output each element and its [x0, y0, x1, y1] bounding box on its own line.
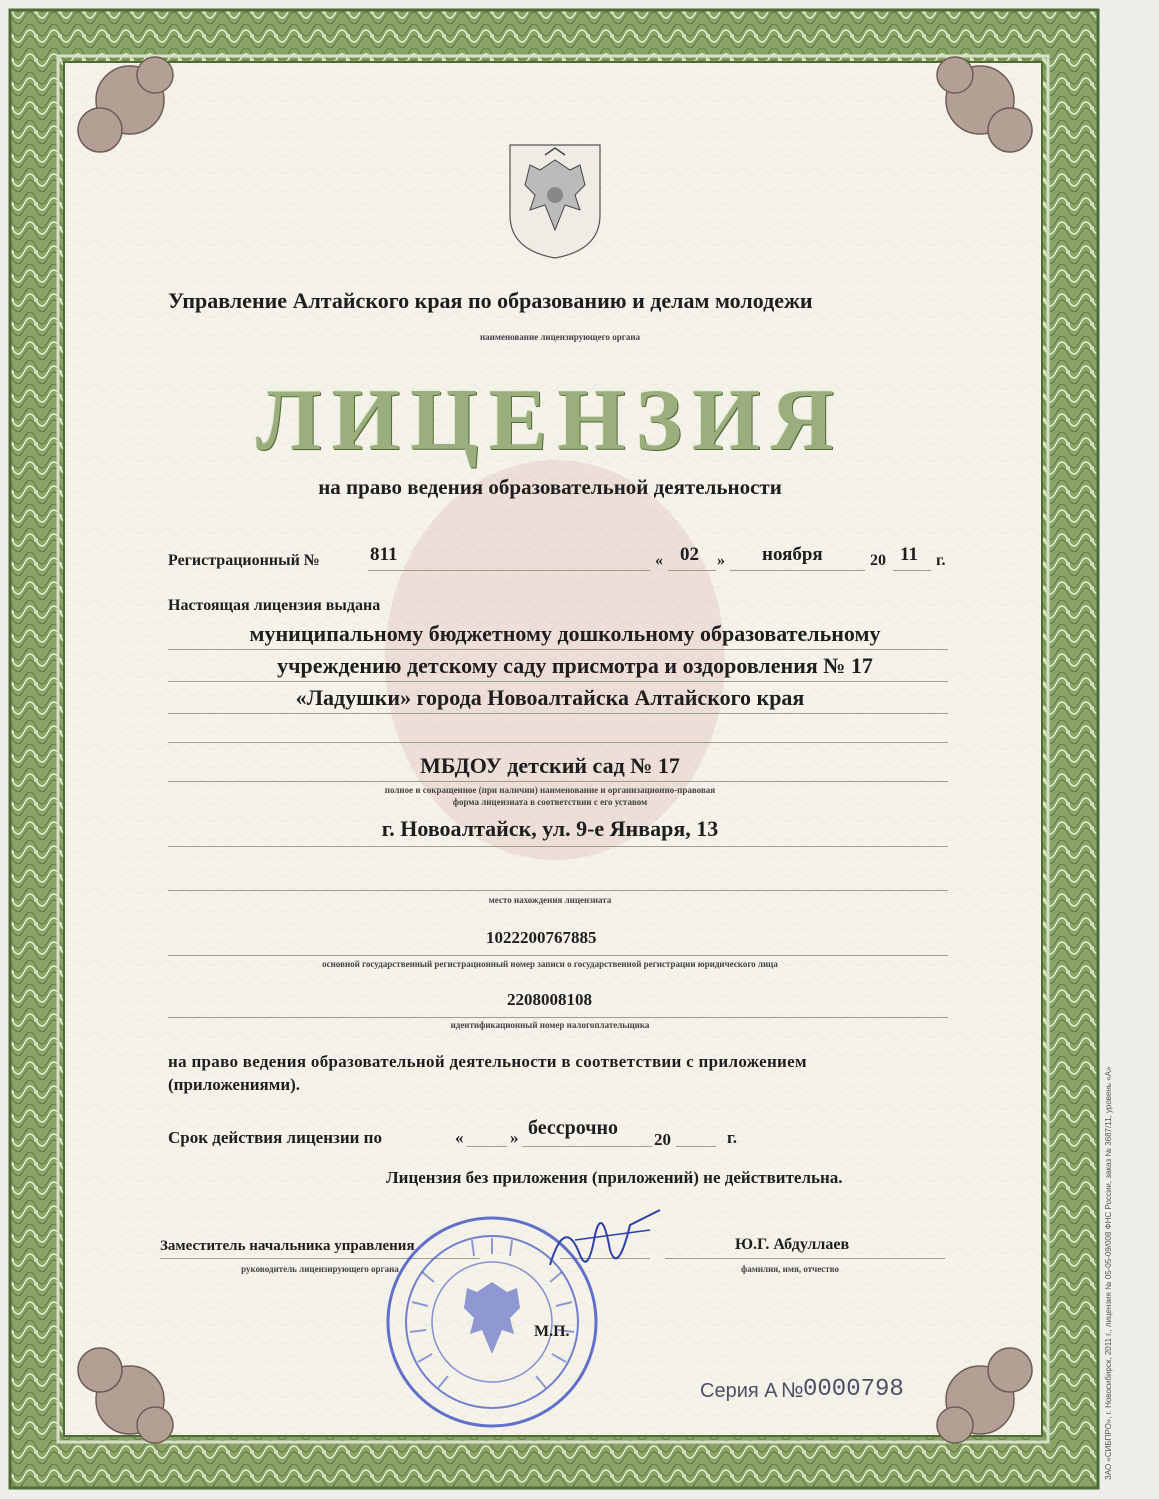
ogrn-caption: основной государственный регистрационный номер записи о государственной регистрации юридического лица [322, 959, 778, 969]
ogrn-value: 1022200767885 [486, 928, 597, 947]
inn-rule [168, 1017, 948, 1018]
licensee-address: г. Новоалтайск, ул. 9-е Января, 13 [381, 816, 719, 841]
address-rule [168, 846, 948, 847]
licensee-line1-rule [168, 649, 948, 650]
year-unit: г. [936, 552, 946, 569]
validity-quote-open: « [455, 1128, 464, 1147]
ogrn-rule [168, 955, 948, 956]
inn-caption: идентификационный номер налогоплательщика [450, 1020, 650, 1030]
inn-value: 2208008108 [507, 990, 592, 1009]
handwritten-signature [540, 1195, 670, 1285]
registration-day: 02 [680, 544, 699, 565]
purpose-line2: (приложениями). [168, 1075, 301, 1094]
license-title: ЛИЦЕНЗИЯ [255, 372, 845, 469]
registration-label: Регистрационный № [168, 552, 320, 569]
date-quote-open: « [655, 552, 663, 569]
licensee-line4-rule [168, 742, 948, 743]
validity-year-prefix: 20 [654, 1130, 671, 1149]
validity-value: бессрочно [528, 1117, 619, 1139]
coat-of-arms-emblem [505, 140, 605, 260]
month-line [730, 570, 865, 571]
signatory-position: Заместитель начальника управления [160, 1238, 415, 1254]
signatory-name-caption: фамилия, имя, отчество [740, 1264, 840, 1274]
year-line [893, 570, 931, 571]
licensee-line2-rule [168, 681, 948, 682]
validity-note: Лицензия без приложения (приложений) не действительна. [386, 1168, 843, 1187]
day-line [668, 570, 716, 571]
series-label: Серия А [700, 1380, 778, 1402]
year-prefix: 20 [870, 552, 886, 569]
series-number: 0000798 [803, 1376, 904, 1403]
purpose-line1: на право ведения образовательной деятельности в соответствии с приложением [168, 1052, 807, 1071]
date-quote-close: » [717, 552, 725, 569]
licensee-short-name: МБДОУ детский сад № 17 [420, 753, 680, 778]
licensee-name-line2: учреждению детскому саду присмотра и оздоровления № 17 [277, 653, 873, 678]
signatory-position-caption: руководитель лицензирующего органа [241, 1264, 399, 1274]
validity-label: Срок действия лицензии по [168, 1128, 382, 1147]
registration-month: ноября [762, 544, 823, 565]
licensee-caption-line1: полное и сокращенное (при наличии) наименование и организационно-правовая [384, 785, 716, 795]
licensee-name-line3: «Ладушки» города Новоалтайска Алтайского края [295, 685, 805, 710]
license-subtitle: на право ведения образовательной деятельности [318, 475, 782, 499]
signatory-name: Ю.Г. Абдуллаев [735, 1236, 850, 1253]
issued-to-label: Настоящая лицензия выдана [168, 597, 381, 614]
stamp-place-label: М.П. [534, 1323, 570, 1340]
registration-year: 11 [900, 544, 918, 565]
issuing-authority-caption: наименование лицензирующего органа [479, 332, 641, 342]
licensee-caption-line2: форма лицензиата в соответствии с его уставом [452, 797, 648, 807]
registration-number-line [368, 570, 650, 571]
validity-year-line [676, 1146, 716, 1147]
printer-imprint: ЗАО «СИБПРО», г. Новосибирск, 2011 г., лицензия № 05-05-09/008 ФНС России, заказ № 3687/11, уровень «А» [1104, 1066, 1113, 1480]
name-rule [665, 1258, 945, 1259]
issuing-authority: Управление Алтайского края по образованию и делам молодежи [168, 288, 813, 313]
licensee-line3-rule [168, 713, 948, 714]
validity-day-line [467, 1146, 507, 1147]
address-rule-2 [168, 890, 948, 891]
registration-number: 811 [370, 544, 398, 565]
validity-quote-close: » [510, 1128, 519, 1147]
address-caption: место нахождения лицензиата [488, 895, 612, 905]
series-number-label: № [781, 1379, 804, 1402]
licensee-name-line1: муниципальному бюджетному дошкольному образовательному [249, 621, 881, 646]
short-name-rule [168, 781, 948, 782]
validity-year-unit: г. [727, 1128, 738, 1147]
validity-month-line [522, 1146, 652, 1147]
